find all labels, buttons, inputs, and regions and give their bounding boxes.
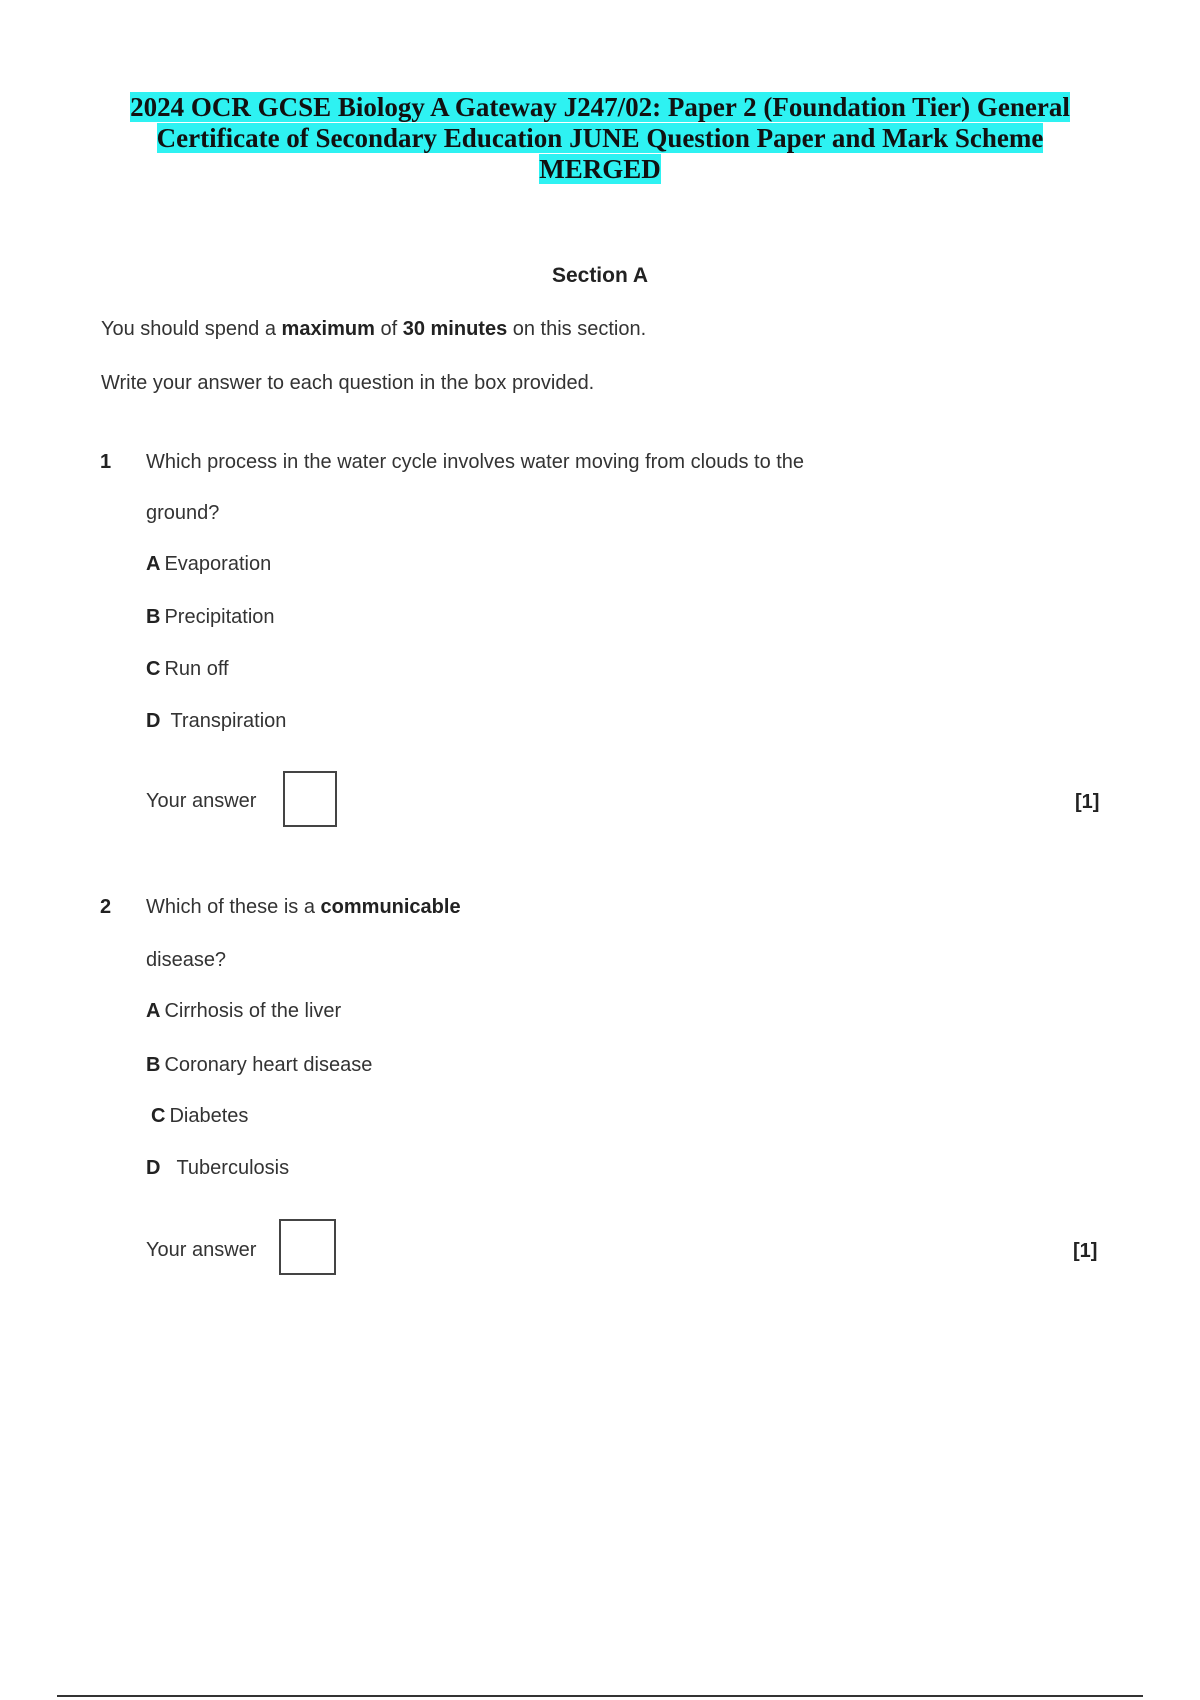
option-a: A Evaporation xyxy=(146,553,272,575)
marks-label: [1] xyxy=(1073,1240,1098,1262)
option-b: B Coronary heart disease xyxy=(146,1054,373,1076)
question-text-line-1: Which process in the water cycle involves water moving from clouds to the xyxy=(146,451,805,473)
page-bottom-rule xyxy=(57,1695,1143,1697)
option-b: B Precipitation xyxy=(146,606,275,628)
question-number: 1 xyxy=(100,451,112,473)
document-title xyxy=(100,92,1100,185)
question-text-line-2: ground? xyxy=(146,502,220,524)
option-a: A Cirrhosis of the liver xyxy=(146,1000,342,1022)
option-d: D Transpiration xyxy=(146,710,287,732)
question-number: 2 xyxy=(100,896,112,918)
answer-box[interactable] xyxy=(279,1219,336,1275)
marks-label: [1] xyxy=(1075,791,1100,813)
title-line-3: MERGED xyxy=(539,154,661,184)
time-instruction: You should spend a maximum of 30 minutes on this section. xyxy=(101,318,647,340)
answer-label: Your answer xyxy=(146,790,257,812)
option-c: C Diabetes xyxy=(151,1105,249,1127)
answer-box[interactable] xyxy=(283,771,337,827)
title-line-1: 2024 OCR GCSE Biology A Gateway J247/02: Paper 2 (Foundation Tier) General xyxy=(130,92,1070,122)
question-text-line-1: Which of these is a communicable xyxy=(146,896,461,918)
option-c: C Run off xyxy=(146,658,229,680)
question-text-line-2: disease? xyxy=(146,949,227,971)
option-d: D Tuberculosis xyxy=(146,1157,290,1179)
answer-instruction: Write your answer to each question in the box provided. xyxy=(101,372,595,394)
section-heading: Section A xyxy=(551,264,649,287)
title-line-2: Certificate of Secondary Education JUNE Question Paper and Mark Scheme xyxy=(156,123,1044,153)
answer-label: Your answer xyxy=(146,1239,257,1261)
